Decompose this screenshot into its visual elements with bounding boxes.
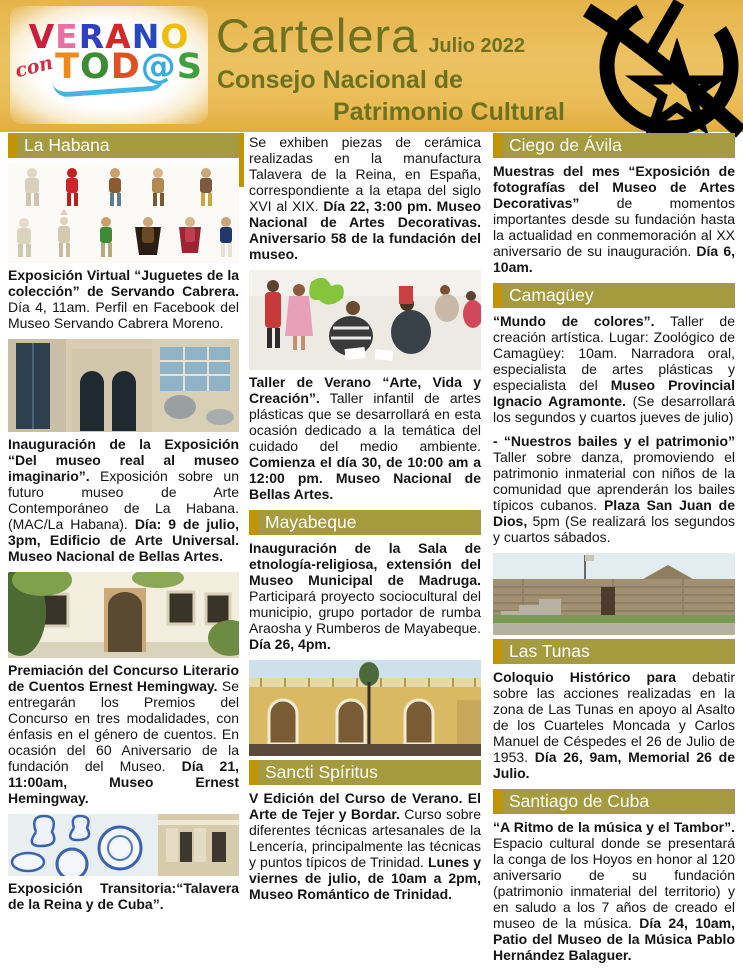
section-bar-ciego-de-avila: Ciego de Ávila	[493, 133, 735, 158]
todos-wordmark: TOD@S	[55, 47, 203, 87]
photo-hemingway-house	[8, 572, 239, 658]
photo-trinidad-museum	[249, 660, 481, 756]
council-name-line2: Patrimonio Cultural	[333, 98, 565, 126]
column-middle	[249, 133, 481, 910]
event-photo-exhibit: Muestras del mes “Exposición de fotografías del Museo de Artes Decorativas” de momentos importantes desde su fundación hasta la actualidad en conmemoración al XX aniversario de su inauguración. Día 6, 10am.	[493, 163, 735, 275]
event-madruga-hall: Inauguración de la Sala de etnología-religiosa, extensión del Museo Municipal de Madruga. Participará proyecto sociocultural del municipio, grupo portador de rumba Araosha y Rumberos de Mayabeque. Día 26, 4pm.	[249, 540, 481, 652]
council-name-line1: Consejo Nacional de	[217, 66, 463, 94]
bulletin-month: Julio 2022	[428, 35, 526, 57]
verano-wordmark: VERANO	[28, 17, 190, 56]
event-historic-colloquium: Coloquio Histórico para debatir sobre las acciones realizadas en la zona de Las Tunas en apoyo al Asalto de los Cuarteles Moncada y Carlos Manuel de Céspedes el 26 de Julio de 1953. Día 26, 9am, Memorial 26 de Julio.	[493, 669, 735, 781]
photo-toy-collection	[8, 163, 239, 263]
section-bar-santiago: Santiago de Cuba	[493, 789, 735, 814]
section-bar-camaguey: Camagüey	[493, 283, 735, 308]
section-bar-mayabeque: Mayabeque	[249, 510, 481, 535]
event-talavera-exhibit: Exposición Transitoria:“Talavera de la Reina y de Cuba”.	[8, 880, 239, 912]
section-bar-las-tunas: Las Tunas	[493, 639, 735, 664]
bulletin-title: Cartelera	[216, 9, 419, 62]
column-havana	[8, 133, 239, 920]
summer-program-logo	[10, 6, 208, 124]
event-toys-exhibit: Exposición Virtual “Juguetes de la colección” de Servando Cabrera. Día 4, 11am. Perfil en Facebook del Museo Servando Cabrera Moreno.	[8, 267, 239, 331]
photo-talavera-ceramics	[8, 814, 239, 876]
event-our-dances: - “Nuestros bailes y el patrimonio” Taller sobre danza, promoviendo el patrimonio inmaterial con niños de la comunidad que aprenderán los bailes típicos cubanos. Plaza San Juan de Dios, 5pm (Se realizará los segundos y cuartos sábados.	[493, 433, 735, 545]
event-music-drum: “A Ritmo de la música y el Tambor”. Espacio cultural donde se presentará la conga de los Hoyos en honor al 120 aniversario de su fundación (patrimonio inmaterial del territorio) y en saludo a los 7 años de creado el museo de la música. Día 24, 10am, Patio del Museo de la Música Pablo Hernández Balaguer.	[493, 819, 735, 963]
con-script: con	[12, 51, 56, 83]
photo-children-workshop	[249, 270, 481, 370]
column-right	[493, 133, 735, 971]
column-divider-line	[239, 133, 244, 187]
event-summer-workshop: Taller de Verano “Arte, Vida y Creación”. Taller infantil de artes plásticas que se desarrollará en esta ocasión dedicado a la temática del cuidado del medio ambiente. Comienza el día 30, de 10:00 am a 12:00 pm. Museo Nacional de Bellas Artes.	[249, 374, 481, 502]
heritage-council-emblem-icon	[559, 0, 743, 138]
section-bar-sancti-spiritus: Sancti Spíritus	[249, 760, 481, 785]
section-bar-la-habana: La Habana	[8, 133, 239, 158]
event-imaginary-museum: Inauguración de la Exposición “Del museo real al museo imaginario”. Exposición sobre un futuro museo de Arte Contemporáneo de La Habana. (MAC/La Habana). Día: 9 de julio, 3pm, Edificio de Arte Universal. Museo Nacional de Bellas Artes.	[8, 436, 240, 564]
event-world-of-colors: “Mundo de colores”. Taller de creación artística. Lugar: Zoológico de Camagüey: 10am. Narradora oral, especialista de artes plásticas y especialista del Museo Provincial Ignacio Agramonte. (Se desarrollará los segundos y cuartos jueves de julio)	[493, 313, 735, 425]
event-talavera-details: Se exhiben piezas de cerámica realizadas en la manufactura Talavera de la Reina, en España, correspondiente a la etapa del siglo XVI al XIX. Día 22, 3:00 pm. Museo Nacional de Artes Decorativas. Aniversario 58 de la fundación del museo.	[249, 134, 481, 262]
event-hemingway-contest: Premiación del Concurso Literario de Cuentos Ernest Hemingway. Se entregarán los Premios del Concurso en tres modalidades, con énfasis en el género de cuentos. En ocasión del 60 Aniversario de la fundación del Museo. Día 21, 11:00am, Museo Ernest Hemingway.	[8, 662, 239, 806]
photo-fine-arts-museum	[8, 339, 239, 432]
header-banner	[0, 0, 743, 132]
event-weaving-course: V Edición del Curso de Verano. El Arte de Tejer y Bordar. Curso sobre diferentes técnicas artesanales de la Lencería, principalmente las técnicas y puntos típicos de Trinidad. Lunes y viernes de julio, de 10am a 2pm, Museo Romántico de Trinidad.	[249, 790, 482, 902]
photo-fortress-memorial	[493, 553, 735, 635]
